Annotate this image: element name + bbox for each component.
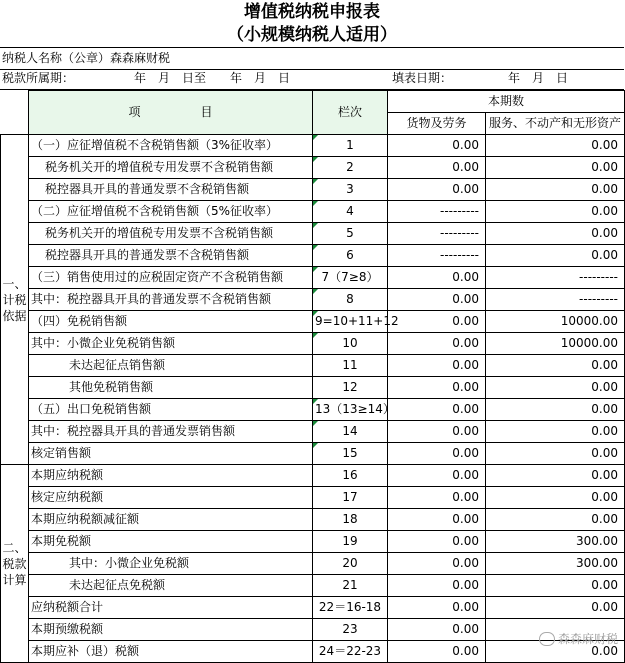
- table-row: [1, 597, 625, 619]
- table-row: [1, 531, 625, 553]
- row-col: 13（13≥14）: [313, 399, 388, 421]
- row-label: （四）免税销售额: [29, 311, 313, 333]
- row-services: 0.00: [486, 487, 625, 509]
- table-row: [1, 421, 625, 443]
- row-col: 2: [313, 157, 388, 179]
- row-col: 12: [313, 377, 388, 399]
- row-label: 本期预缴税额: [29, 619, 313, 641]
- row-label: 税控器具开具的普通发票不含税销售额: [29, 179, 313, 201]
- row-label: 其中：小微企业免税销售额: [29, 333, 313, 355]
- row-goods: 0.00: [388, 619, 486, 641]
- row-goods: 0.00: [388, 377, 486, 399]
- row-label: 其他免税销售额: [29, 377, 313, 399]
- row-label: 核定应纳税额: [29, 487, 313, 509]
- row-col: 14: [313, 421, 388, 443]
- section-calc: 二、税款计算: [1, 465, 29, 663]
- row-services: 0.00: [486, 575, 625, 597]
- table-row: [1, 289, 625, 311]
- table-row: [1, 245, 625, 267]
- row-services: 300.00: [486, 553, 625, 575]
- taxpayer-row: [0, 47, 624, 70]
- row-col: 20: [313, 553, 388, 575]
- corner-cell: [1, 91, 29, 135]
- row-label: （五）出口免税销售额: [29, 399, 313, 421]
- row-col: 22＝16-18: [313, 597, 388, 619]
- row-goods: 0.00: [388, 333, 486, 355]
- row-goods: 0.00: [388, 597, 486, 619]
- table-row: [1, 223, 625, 245]
- row-label: 本期应补（退）税额: [29, 641, 313, 663]
- row-label: （一）应征增值税不含税销售额（3%征收率）: [29, 135, 313, 157]
- row-label: （二）应征增值税不含税销售额（5%征收率）: [29, 201, 313, 223]
- row-label: 其中：税控器具开具的普通发票销售额: [29, 421, 313, 443]
- row-services: 0.00: [486, 641, 625, 663]
- row-goods: 0.00: [388, 157, 486, 179]
- row-services: 0.00: [486, 201, 625, 223]
- row-label: 本期应纳税额: [29, 465, 313, 487]
- watermark: [539, 630, 618, 647]
- row-label: 未达起征点免税额: [29, 575, 313, 597]
- header-col: 栏次: [313, 91, 388, 135]
- row-services: 0.00: [486, 509, 625, 531]
- row-label: （三）销售使用过的应税固定资产不含税销售额: [29, 267, 313, 289]
- row-goods: 0.00: [388, 421, 486, 443]
- table-row: [1, 619, 625, 641]
- row-label: 未达起征点销售额: [29, 355, 313, 377]
- row-goods: ---------: [388, 201, 486, 223]
- period-label: 税款所属期：: [2, 71, 75, 85]
- row-services: 0.00: [486, 421, 625, 443]
- row-goods: 0.00: [388, 179, 486, 201]
- row-services: 0.00: [486, 135, 625, 157]
- fill-date-value: 年 月 日: [508, 71, 569, 85]
- table-row: [1, 267, 625, 289]
- row-goods: 0.00: [388, 311, 486, 333]
- row-services: 0.00: [486, 157, 625, 179]
- table-row: [1, 201, 625, 223]
- row-col: 21: [313, 575, 388, 597]
- row-col: 19: [313, 531, 388, 553]
- row-goods: 0.00: [388, 355, 486, 377]
- taxpayer-label: 纳税人名称（公章）: [2, 51, 111, 65]
- row-services: 0.00: [486, 355, 625, 377]
- table-row: [1, 641, 625, 663]
- row-col: 5: [313, 223, 388, 245]
- table-row: [1, 465, 625, 487]
- period-row: [0, 68, 624, 90]
- table-row: [1, 179, 625, 201]
- row-goods: 0.00: [388, 509, 486, 531]
- row-label: 本期免税额: [29, 531, 313, 553]
- row-label: 其中：小微企业免税额: [29, 553, 313, 575]
- row-col: 6: [313, 245, 388, 267]
- row-goods: 0.00: [388, 267, 486, 289]
- watermark-text: 森森麻财税: [557, 632, 618, 646]
- table-row: [1, 443, 625, 465]
- row-col: 23: [313, 619, 388, 641]
- tax-return-table: [0, 90, 625, 663]
- row-goods: 0.00: [388, 487, 486, 509]
- row-services: 0.00: [486, 223, 625, 245]
- row-col: 17: [313, 487, 388, 509]
- header-current: 本期数: [388, 91, 625, 113]
- header-item: 项 目: [29, 91, 313, 135]
- table-row: [1, 377, 625, 399]
- row-goods: 0.00: [388, 289, 486, 311]
- row-label: 应纳税额合计: [29, 597, 313, 619]
- row-services: 0.00: [486, 465, 625, 487]
- row-label: 核定销售额: [29, 443, 313, 465]
- row-services: 0.00: [486, 443, 625, 465]
- period-value: 年 月 日至 年 月 日: [134, 71, 291, 85]
- row-label: 税控器具开具的普通发票不含税销售额: [29, 245, 313, 267]
- row-col: 18: [313, 509, 388, 531]
- header-services: 服务、不动产和无形资产: [486, 113, 625, 135]
- row-services: ---------: [486, 267, 625, 289]
- form-title: [0, 0, 624, 47]
- row-goods: ---------: [388, 223, 486, 245]
- row-label: 税务机关开的增值税专用发票不含税销售额: [29, 157, 313, 179]
- table-row: [1, 575, 625, 597]
- taxpayer-name: 森森麻财税: [110, 51, 171, 65]
- fill-date-label: 填表日期：: [392, 71, 453, 85]
- table-row: [1, 509, 625, 531]
- table-row: [1, 157, 625, 179]
- row-col: 16: [313, 465, 388, 487]
- row-goods: 0.00: [388, 641, 486, 663]
- row-col: 3: [313, 179, 388, 201]
- row-col: 7（7≥8）: [313, 267, 388, 289]
- header-goods: 货物及劳务: [388, 113, 486, 135]
- row-goods: 0.00: [388, 531, 486, 553]
- row-col: 1: [313, 135, 388, 157]
- row-col: 8: [313, 289, 388, 311]
- row-goods: 0.00: [388, 135, 486, 157]
- row-goods: 0.00: [388, 399, 486, 421]
- row-goods: ---------: [388, 245, 486, 267]
- section-basis: 一、计税依据: [1, 135, 29, 465]
- row-services: 0.00: [486, 597, 625, 619]
- row-col: 15: [313, 443, 388, 465]
- title-line1: 增值税纳税申报表: [244, 2, 380, 22]
- row-services: 10000.00: [486, 311, 625, 333]
- row-services: ---------: [486, 289, 625, 311]
- row-col: 24＝22-23: [313, 641, 388, 663]
- table-row: [1, 553, 625, 575]
- row-col: 4: [313, 201, 388, 223]
- row-services: 10000.00: [486, 333, 625, 355]
- row-services: 0.00: [486, 399, 625, 421]
- row-col: 11: [313, 355, 388, 377]
- row-goods: 0.00: [388, 465, 486, 487]
- row-label: 本期应纳税额减征额: [29, 509, 313, 531]
- row-services: 0.00: [486, 245, 625, 267]
- row-label: 其中：税控器具开具的普通发票不含税销售额: [29, 289, 313, 311]
- table-row: [1, 399, 625, 421]
- row-col: 9=10+11+12: [313, 311, 388, 333]
- table-row: [1, 135, 625, 157]
- row-goods: 0.00: [388, 553, 486, 575]
- row-services: 0.00: [486, 377, 625, 399]
- wechat-icon: [539, 632, 555, 646]
- title-line2: （小规模纳税人适用）: [227, 25, 397, 45]
- row-label: 税务机关开的增值税专用发票不含税销售额: [29, 223, 313, 245]
- row-goods: 0.00: [388, 575, 486, 597]
- table-row: [1, 487, 625, 509]
- table-row: [1, 355, 625, 377]
- row-col: 10: [313, 333, 388, 355]
- table-row: [1, 333, 625, 355]
- row-goods: 0.00: [388, 443, 486, 465]
- row-services: 300.00: [486, 531, 625, 553]
- row-services: 0.00: [486, 179, 625, 201]
- table-row: [1, 311, 625, 333]
